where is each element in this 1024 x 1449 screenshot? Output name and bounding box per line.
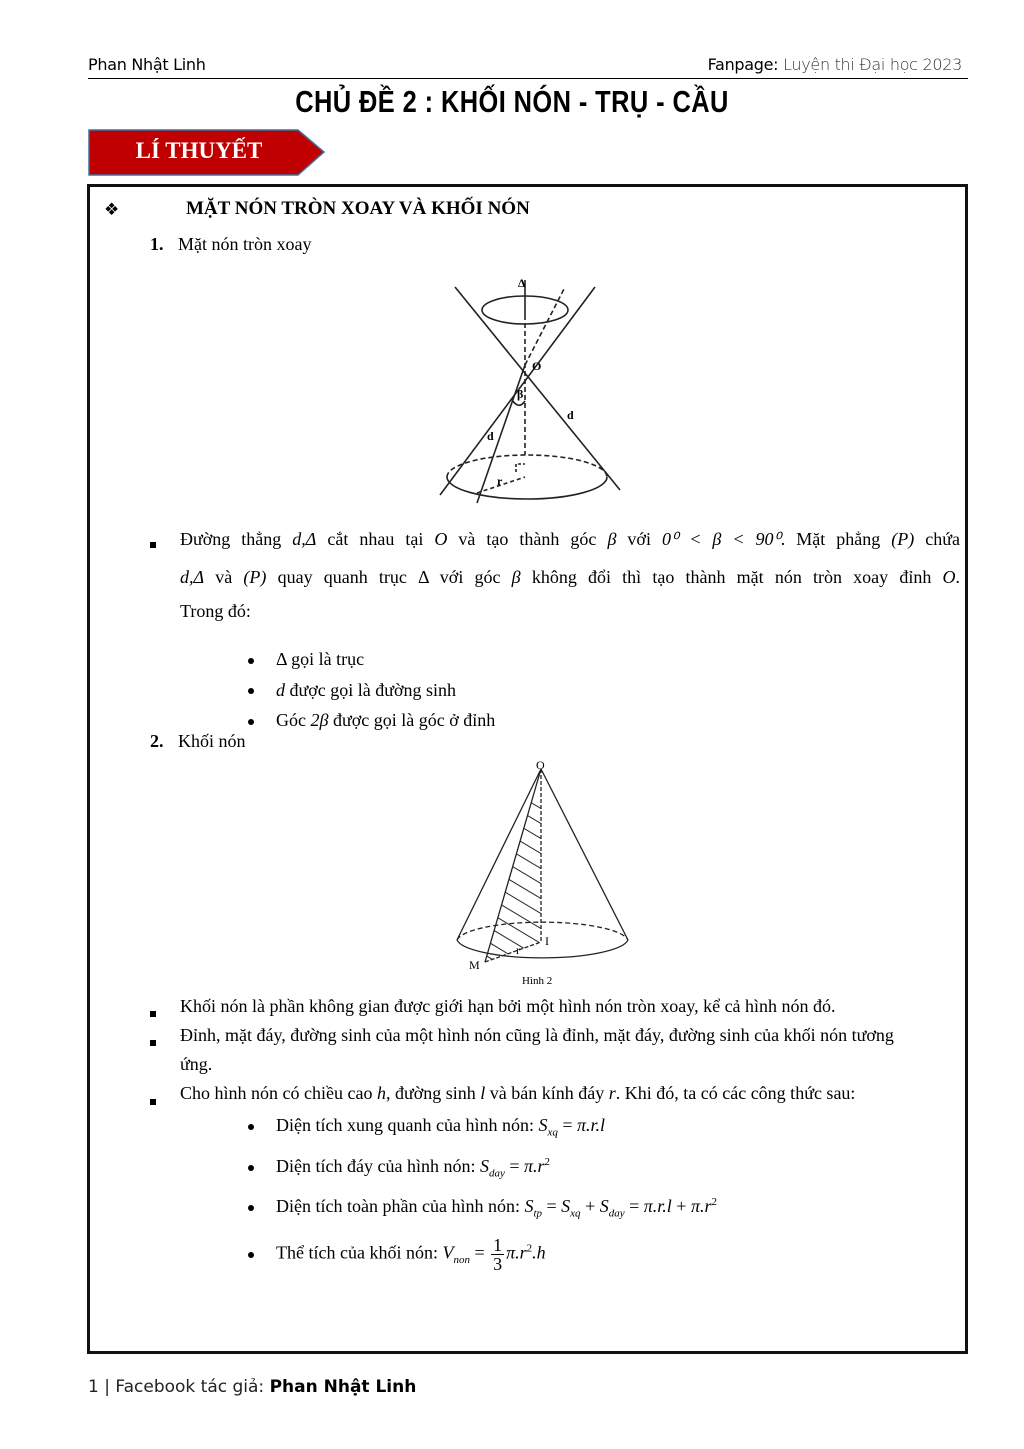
formula-lateral-area: Diện tích xung quanh của hình nón: $S_{xq} = \pi.r.l$ [248,1115,605,1139]
section-heading: MẶT NÓN TRÒN XOAY VÀ KHỐI NÓN [186,198,530,219]
subsection-2-number: 2. [150,731,164,751]
fanpage-value: Luyện thi Đại học 2023 [783,55,962,74]
square-bullet-icon [150,1033,156,1051]
square-bullet-icon [150,1004,156,1022]
formula-total-area: Diện tích toàn phần của hình nón: $S_{tp} = S_{xq} + S_{day} = \pi.r.l + \pi.r^2$ [248,1196,717,1220]
subsection-2-label: Khối nón [178,731,246,751]
subsection-1-number: 1. [150,234,164,254]
four-diamond-icon: ❖ [104,200,120,219]
definition-list [248,644,495,736]
subsection-1-label: Mặt nón tròn xoay [178,234,312,254]
label-r: r [497,474,503,488]
page-footer: 1 | Facebook tác giả: Phan Nhật Linh [88,1377,417,1397]
list-item: d được gọi là đường sinh [248,675,495,706]
double-cone-figure [425,265,635,520]
list-item: Góc 2β được gọi là góc ở đỉnh [248,705,495,736]
label-d-right: d [567,408,574,422]
bullet-text: Đỉnh, mặt đáy, đường sinh của một hình nón cũng là đỉnh, mặt đáy, đường sinh của khối nón tương [180,1025,894,1045]
page-title: CHỦ ĐỀ 2 : KHỐI NÓN - TRỤ - CẦU [295,84,729,119]
subsection-1 [150,234,311,255]
theory-banner [88,129,324,175]
label-o: O [536,758,545,772]
formula-volume: Thể tích của khối nón: $V_{non}$ = $\frac{1}{3}$ $\pi.r^2.h$ [248,1236,546,1273]
square-bullet-icon [150,1092,156,1110]
figure-caption: Hình 2 [522,975,553,987]
dot-bullet-icon [248,658,254,664]
header-fanpage [708,55,962,74]
label-r: r [516,943,520,957]
banner-label: LÍ THUYẾT [135,138,263,163]
footer-label: Facebook tác giả: [115,1377,270,1397]
cone-figure [445,757,640,989]
label-delta: Δ [518,276,526,290]
paragraph-definition: Đường thẳng d,Δ cắt nhau tại O và tạo thành góc β với 0⁰ < β < 90⁰. Mặt phẳng (P) chứa d,Δ và (P) quay quanh trục Δ với góc β không đổi thì tạo thành mặt nón tròn xoay đỉnh O. Trong đó: [180,529,960,621]
formula-base-area: Diện tích đáy của hình nón: $S_{day} = \pi.r^2$ [248,1156,550,1180]
bullet-text: Khối nón là phần không gian được giới hạn bởi một hình nón tròn xoay, kể cả hình nón đó. [180,996,836,1016]
label-m: M [469,958,480,972]
fraction-one-third: $\frac{1}{3}$ [493,1235,503,1274]
dot-bullet-icon [248,1124,254,1130]
dot-bullet-icon [248,1205,254,1211]
dot-bullet-icon [248,1165,254,1171]
dot-bullet-icon [248,719,254,725]
dot-bullet-icon [248,688,254,694]
label-beta: β [517,387,524,401]
footer-author: Phan Nhật Linh [269,1377,417,1397]
fanpage-label: Fanpage: [707,55,779,74]
list-item: Δ gọi là trục [248,644,495,675]
label-d-left: d [487,429,494,443]
header-divider [88,78,968,79]
dot-bullet-icon [248,1252,254,1258]
label-i: I [545,934,549,948]
square-bullet-icon [150,535,156,553]
header-author: Phan Nhật Linh [88,55,206,74]
bullet-formula-intro: Cho hình nón có chiều cao h, đường sinh l và bán kính đáy r. Khi đó, ta có các công thức sau: [180,1083,856,1103]
page-number: 1 [88,1377,99,1397]
subsection-2 [150,731,246,752]
bullet-text-cont: ứng. [180,1054,213,1074]
label-o: O [532,359,542,373]
